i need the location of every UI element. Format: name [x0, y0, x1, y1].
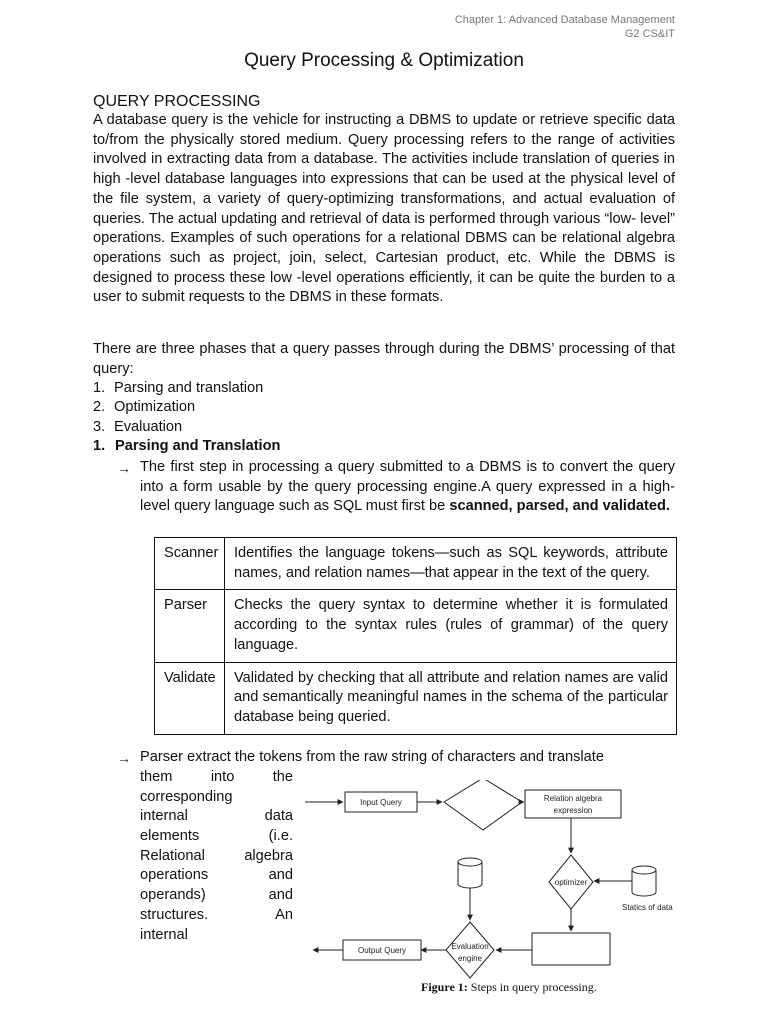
db-cylinder-top [632, 866, 656, 874]
definition-desc: Identifies the language tokens—such as SQL keywords, attribute names, and relation names—that appear in the text of the query. [225, 538, 677, 590]
subsection-label: Parsing and Translation [115, 438, 281, 454]
page-title: Query Processing & Optimization [244, 50, 524, 71]
section-heading: QUERY PROCESSING [93, 93, 261, 110]
table-row [155, 590, 677, 662]
text-row: operations and [140, 867, 293, 884]
phase-item [93, 379, 263, 399]
output-query-label: Output Query [357, 946, 407, 955]
db-cylinder-top [458, 858, 482, 866]
phase-label: Evaluation [114, 419, 183, 435]
figure-caption-text: Steps in query processing. [467, 980, 597, 994]
header-chapter: Chapter 1: Advanced Database Management [454, 14, 675, 26]
relation-algebra-label-1: Relation algebra [543, 794, 603, 803]
text-row: structures. An [140, 906, 293, 923]
relation-algebra-label-2: expression [553, 806, 593, 815]
optimizer-label: optimizer [554, 878, 588, 887]
text-row: operands) and [140, 887, 293, 904]
text-row: them into the [140, 769, 293, 785]
figure-caption [421, 980, 597, 995]
phase-label: Parsing and translation [114, 380, 264, 396]
phase-label: Optimization [114, 399, 196, 415]
phases-intro: There are three phases that a query passes through during the DBMS’ processing of that query: [93, 341, 675, 377]
page-header [455, 13, 675, 41]
phase-number: 1. [93, 380, 106, 396]
input-query-label: Input Query [360, 798, 402, 807]
header-class: G2 CS&IT [624, 28, 675, 40]
execution-plan-box [532, 933, 610, 965]
text-row: Relational algebra [140, 847, 293, 864]
subsection-heading [93, 438, 280, 454]
table-row [155, 538, 677, 590]
arrow-bullet-icon: → [117, 750, 131, 766]
phase-number: 2. [93, 399, 106, 415]
evaluation-label-2: engine [457, 954, 483, 963]
figure-caption-label: Figure 1: [421, 980, 468, 994]
phase-number: 3. [93, 419, 106, 435]
definition-term: Parser [155, 590, 225, 662]
phase-item [93, 418, 182, 438]
statics-label: Statics of data [622, 903, 673, 912]
bullet-parser-wrapped-text [140, 768, 293, 945]
text-row: internal [140, 926, 188, 943]
definition-desc: Checks the query syntax to determine whether it is formulated according to the syntax rules (rules of grammar) of the query language. [225, 590, 677, 662]
evaluation-label-1: Evaluation [451, 942, 489, 951]
text-row: corresponding [140, 788, 233, 805]
parser-diamond [444, 780, 522, 830]
definition-desc: Validated by checking that all attribute and relation names are valid and semantically meaningful names in the schema of the particular database being queried. [225, 662, 677, 734]
intro-paragraph: A database query is the vehicle for instructing a DBMS to update or retrieve specific data to/from the physically stored medium. Query processing refers to the range of activities involved in extracting data from a database. The activities include translation of queries in high -level database languages into expressions that can be used at the physical level of the file system, a variety of query-optimizing transformations, and actual evaluation of queries. The actual updating and retrieval of data is performed through various “low- level” operations. Examples of such operations for a relational DBMS can be relational algebra operations such as project, join, select, Cartesian product, etc. While the DBMS is designed to process these low -level operations efficiently, it can be quite the burden to a user to submit requests to the DBMS in these formats. [93, 112, 675, 306]
bullet-first-step [140, 458, 675, 517]
definition-term: Validate [155, 662, 225, 734]
arrow-bullet-icon: → [117, 460, 131, 476]
phase-item [93, 398, 195, 418]
text-row: internal data [140, 808, 293, 825]
text-row: elements (i.e. [140, 828, 293, 845]
bullet-parser-first-line: Parser extract the tokens from the raw string of characters and translate [140, 749, 604, 765]
definition-term: Scanner [155, 538, 225, 590]
bullet-first-step-bold: scanned, parsed, and validated. [449, 498, 670, 515]
query-processing-diagram [300, 780, 680, 980]
table-row [155, 662, 677, 734]
definitions-table [154, 537, 677, 735]
subsection-number: 1. [93, 438, 106, 454]
bullet-first-step-text: The first step in processing a query submitted to a DBMS is to convert the query into a form usable by the query processing engine.A query expressed in a high-level query language such as SQL must first be [140, 459, 675, 515]
